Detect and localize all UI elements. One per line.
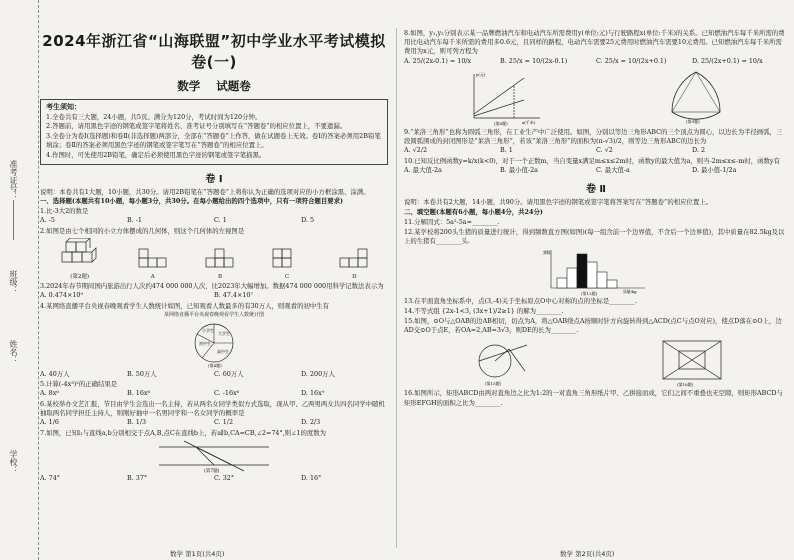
notice-item: 1.全卷共有三大题，24小题，共5页。满分为120分，考试时间为120分钟。 <box>46 112 262 121</box>
question-9-options <box>404 146 788 155</box>
pie-chart <box>184 320 244 368</box>
option: B. 50万人 <box>127 369 157 378</box>
right-column <box>404 28 788 550</box>
question-11: 11.分解因式：5a²-5a=________. <box>404 218 500 227</box>
question-4: 4.某网络直播平台央视春晚观看学生人数统计如图，已知观看人数最多的有30万人，则观看的初中生有 <box>40 301 330 310</box>
option: C. 60万人 <box>214 369 244 378</box>
option: A. -5 <box>40 216 55 225</box>
option: B. 16x⁶ <box>127 389 151 398</box>
figure-caption: (第8题) <box>494 121 508 127</box>
question-5: 5.计算(-4x³)²的正确结果是 <box>40 380 118 389</box>
question-1-options <box>40 216 388 225</box>
cube-figure <box>58 238 102 280</box>
question-9: 9.“莱洛三角形”也称为圆弧三角形，在工业生产中广泛使用。如图，分别以等边三角形ABC的三个顶点为圆心，以边长为半径画弧，三段圆弧围成的封闭图形是“莱洛三角形”，若该“莱洛三角形”的面积为(π-√3)/2，则等边三角形ABC的边长为 <box>404 128 783 146</box>
option: C. 最大值-a <box>596 166 630 175</box>
option: A. 74° <box>40 473 61 482</box>
axis-label: x(千米) <box>522 120 536 126</box>
question-7: 7.如图，已知l₁与直线a,b分别相交于点A,B,点C在直线b上，若a∥b,CA=CB,∠2=74°,则∠1的度数为 <box>40 428 327 437</box>
notice-title: 考生须知： <box>46 103 81 111</box>
question-10: 10.已知反比例函数y=k/x(k<0)，对于一个正数m，当自变量x满足m≤x≤2m时，函数y的最大值为a，则当-2m≤x≤-m时，函数y有 <box>404 156 780 165</box>
choice-section-title: 一、选择题(本题共有10小题，每小题3分，共30分。在每小题给出的四个选项中，只有一项符合题目要求) <box>40 196 344 205</box>
section-heading-1: 卷 Ⅰ <box>205 173 223 185</box>
question-10-options <box>404 166 788 175</box>
question-6-options <box>40 418 388 427</box>
option: B. 最小值-2a <box>500 166 538 175</box>
circle-tangent-figure <box>465 337 535 387</box>
question-13: 13.在平面直角坐标系中，点(3,-4)关于坐标原点O中心对称的点的坐标是________. <box>404 296 637 305</box>
page-title: 2024年浙江省“山海联盟”初中学业水平考试模拟卷(一) <box>42 32 386 71</box>
fill-section-title: 二、填空题(本题有6小题，每小题4分，共24分) <box>404 207 543 216</box>
option-label: C <box>285 273 290 280</box>
margin-label-school: 学校： <box>9 450 18 474</box>
question-2: 2.如图是由七个相同的小立方体摆成的几何体，则这个几何体的左视图是 <box>40 226 245 235</box>
question-8-graph <box>464 70 544 126</box>
axis-label: 质量/kg <box>623 288 637 294</box>
column-divider <box>396 28 397 548</box>
notice-item: 3.全卷分为卷Ⅰ(选择题)和卷Ⅱ(非选择题)两部分，全部在“答题卷”上作答，做在试题卷上无效。卷Ⅰ的答案必须用2B铅笔填涂；卷Ⅱ的答案必须用黑色字迹的钢笔或签字笔写在“答题卷”的相应位置上。 <box>46 131 381 150</box>
section-desc-2: 说明：本卷共有2大题，14小题，共90分。请用黑色字迹的钢笔或签字笔将答案写在“答题卷”的相应位置上。 <box>404 198 713 207</box>
option: A. 40万人 <box>40 369 70 378</box>
option: C. 1 <box>214 216 227 225</box>
question-14: 14.不等式组 {2x-1<3, (3x+1)/2≥1} 的解为________. <box>404 306 564 315</box>
notice-item: 2.答题前，请用黑色字迹的钢笔或签字笔将姓名、准考证号分别填写在“答题卷”的相应位置上，不要遗漏。 <box>46 122 347 131</box>
question-15: 15.如图，⊙O与△OAB的边AB相切，切点为A，将△OAB绕点A按顺时针方向旋转得到△ACD(点C与点O对应)，使点D落在⊙O上，边AD交⊙O于点E，若OA=2,AB=3√3，则DE的长为________. <box>404 317 782 335</box>
question-7-figure <box>154 439 274 473</box>
option: D. 16° <box>301 473 322 482</box>
page-footer-left: 数学 第1页(共4页) <box>170 550 225 558</box>
figure-caption: (第16题) <box>677 382 694 388</box>
notice-box <box>40 99 388 165</box>
option: B. 37° <box>127 473 148 482</box>
option-label: A <box>150 273 155 280</box>
question-8: 8.如图，y₁,y₂分别表示某一品牌燃油汽车和电动汽车所需费用y(单位:元)与行驶路程x(单位:千米)的关系。已知燃油汽车每千米所需的费用比电动汽车每千米所需的费用多0.6元，且同样的路程，电动汽车需要25元费用时燃油汽车需要10元费用。已知燃油汽车每千米所需费用为x元，则可列方程为 <box>404 29 785 56</box>
figure-caption: (第15题) <box>485 381 502 387</box>
option-figure-a <box>137 246 169 280</box>
option: A. 25/(2x-0.1) = 10/x <box>404 56 472 65</box>
figure-caption: (第12题) <box>581 290 598 296</box>
option: C. 25/x = 10/(2x+0.1) <box>596 56 667 65</box>
option: A. √2/2 <box>404 146 428 155</box>
axis-label: 频数 <box>543 249 551 255</box>
question-5-options <box>40 389 388 398</box>
option: B. 1 <box>500 146 513 155</box>
page-footer-right: 数学 第2页(共4页) <box>560 550 615 558</box>
question-1: 1.比-3大2的数是 <box>40 207 89 216</box>
section-heading-2: 卷 Ⅱ <box>585 184 607 196</box>
question-8-options <box>404 57 788 66</box>
margin-blank <box>13 200 14 240</box>
option: C. 32° <box>214 473 235 482</box>
question-3-options <box>40 291 388 300</box>
option: D. 5 <box>301 216 315 225</box>
option: D. 16x⁹ <box>301 389 325 398</box>
question-6: 6.某校举办文艺汇报，节目由学生会选出一名主持，若从两名女同学类似方式选取，现从甲、乙两男两女共四名同学中随机抽取两名同学担任主持人，则刚好抽中一名男同学和一名女同学的概率是 <box>40 399 385 417</box>
option: B. 25/x = 10/(2x-0.1) <box>500 56 568 65</box>
option: A. 8x⁶ <box>40 389 59 398</box>
figure-caption: (第7题) <box>204 468 220 473</box>
option: C. √2 <box>596 146 613 155</box>
question-3: 3.2024年春节期间国内旅游出行人次约474 000 000人次，比2023年大幅增加。数据474 000 000用科学记数法表示为 <box>40 281 384 290</box>
pie-label: 高中生 <box>217 348 229 354</box>
histogram-figure <box>541 248 651 296</box>
option: B. -1 <box>127 216 142 225</box>
option: B. 47.4×10⁷ <box>214 291 254 300</box>
rectangle-figure <box>657 337 727 387</box>
question-4-options <box>40 370 388 379</box>
page-subtitle: 数学 试题卷 <box>177 79 251 93</box>
margin-label-class: 班级： <box>9 270 18 294</box>
reuleaux-triangle-figure <box>664 68 728 126</box>
pie-label: 小学生 <box>202 327 214 333</box>
option-figure-d <box>338 246 370 280</box>
option: B. 1/3 <box>127 418 147 427</box>
option: D. 最小值-1/2a <box>692 166 737 175</box>
option: A. 0.474×10⁹ <box>40 291 84 300</box>
option: C. -16x⁶ <box>214 389 240 398</box>
notice-item: 4.作图时，可先使用2B铅笔，确定后必须使用黑色字迹的钢笔或签字笔描黑。 <box>46 150 266 159</box>
question-12: 12.某学校将200头生猪的质量进行统计，得到频数直方图(如图)(每一组含前一个边界值，不含后一个边界值)，其中质量在82.5kg及以上的生猪有________头. <box>404 228 785 246</box>
margin-label-exam-number: 准考证号： <box>9 160 18 200</box>
option: A. 1/6 <box>40 418 59 427</box>
option-figure-c <box>271 246 303 280</box>
pie-chart-title: 某网络直播平台央视春晚观看学生人数统计图 <box>163 311 264 318</box>
option: D. 200万人 <box>301 369 335 378</box>
option: D. 2 <box>692 146 706 155</box>
option-label: B <box>217 273 222 280</box>
pie-label: 初中生 <box>199 340 211 346</box>
question-16: 16.如图所示，矩形ABCD由两对直角边之比为1:2的一对直角三角形纸片甲、乙拼接而成，它们之间不重叠也无空隙，则矩形ABCD与矩形EFGH的面积之比为________. <box>404 389 783 407</box>
question-15-16-figures <box>404 337 788 387</box>
option-figure-b <box>204 246 236 280</box>
section-desc-1: 说明：本卷共有1大题，10小题，共30分。请用2B铅笔在“答题卷”上将你认为正确的选项对应的小方框涂黑、涂满。 <box>40 187 370 196</box>
figure-caption: (第9题) <box>686 119 700 125</box>
option: A. 最大值-2a <box>404 166 442 175</box>
margin-label-name: 姓名： <box>9 340 18 364</box>
pie-label: 大学生 <box>218 330 230 336</box>
option-label: D <box>352 273 357 280</box>
question-8-9-figures <box>404 68 788 126</box>
option: C. 1/2 <box>214 418 234 427</box>
axis-label: y(元) <box>476 72 486 78</box>
figure-caption: (第2题) <box>70 273 89 280</box>
question-7-options <box>40 474 388 483</box>
option: D. 25/(2x+0.1) = 10/x <box>692 56 763 65</box>
left-column <box>40 28 388 550</box>
option: D. 2/3 <box>301 418 321 427</box>
question-2-figures <box>40 238 388 280</box>
figure-caption: (第4题) <box>208 362 222 368</box>
binding-margin <box>0 0 39 560</box>
